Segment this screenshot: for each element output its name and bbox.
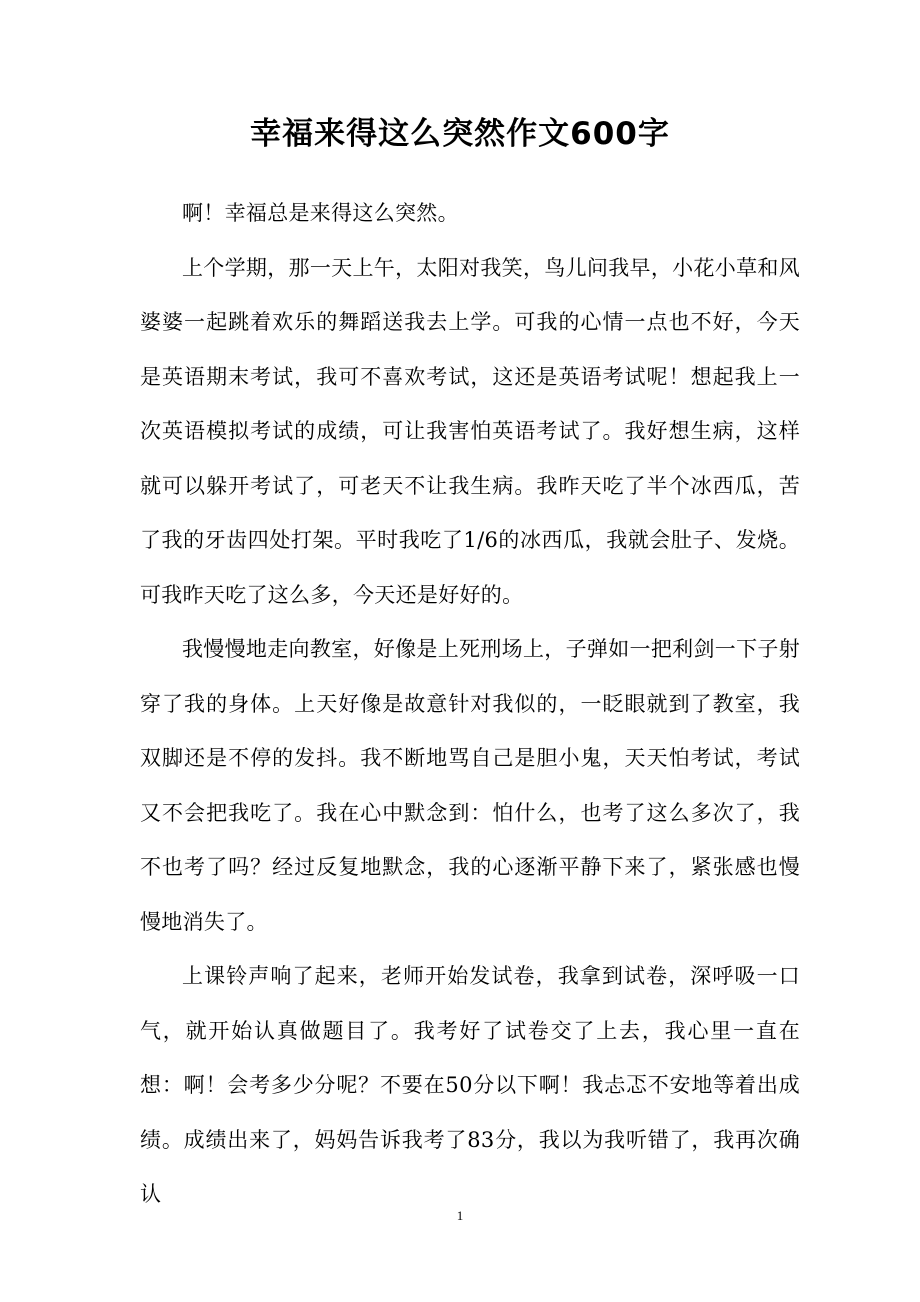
page-number: 1: [456, 1208, 464, 1223]
paragraph: 我慢慢地走向教室，好像是上死刑场上，子弹如一把利剑一下子射穿了我的身体。上天好像是故意针对我似的，一眨眼就到了教室，我双脚还是不停的发抖。我不断地骂自己是胆小鬼，天天怕考试，考试又不会把我吃了。我在心中默念到：怕什么，也考了这么多次了，我不也考了吗？经过反复地默念，我的心逐渐平静下来了，紧张感也慢慢地消失了。: [140, 637, 800, 934]
document-title: 幸福来得这么突然作文600字: [250, 116, 670, 152]
paragraph: 啊！幸福总是来得这么突然。: [182, 201, 459, 225]
paragraph: 上课铃声响了起来，老师开始发试卷，我拿到试卷，深呼吸一口气，就开始认真做题目了。我考好了试卷交了上去，我心里一直在想：啊！会考多少分呢？不要在50分以下啊！我忐忑不安地等着出成绩。成绩出来了，妈妈告诉我考了83分，我以为我听错了，我再次确认: [140, 964, 800, 1206]
document-body: [140, 186, 800, 1222]
paragraph: 上个学期，那一天上午，太阳对我笑，鸟儿问我早，小花小草和风婆婆一起跳着欢乐的舞蹈送我去上学。可我的心情一点也不好，今天是英语期末考试，我可不喜欢考试，这还是英语考试呢！想起我上一次英语模拟考试的成绩，可让我害怕英语考试了。我好想生病，这样就可以躲开考试了，可老天不让我生病。我昨天吃了半个冰西瓜，苦了我的牙齿四处打架。平时我吃了1/6的冰西瓜，我就会肚子、发烧。可我昨天吃了这么多，今天还是好好的。: [140, 255, 800, 607]
